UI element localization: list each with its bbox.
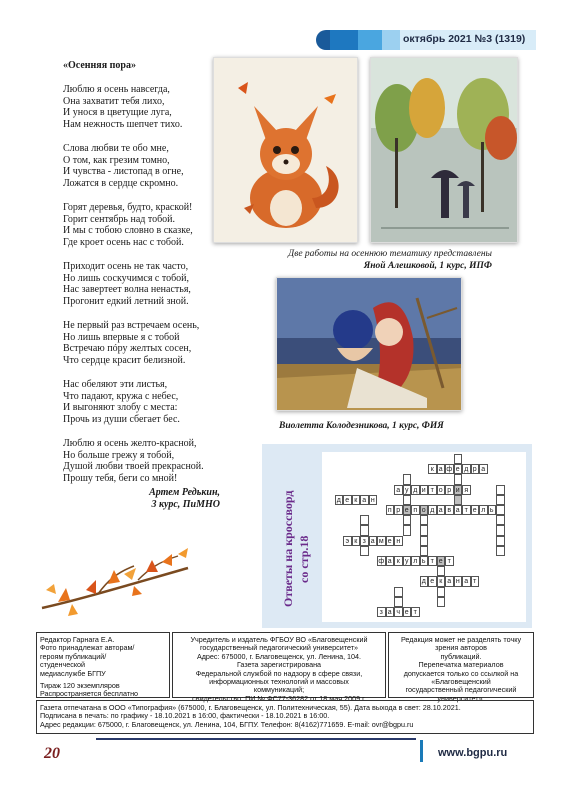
crossword-cell: а (437, 464, 446, 474)
crossword-cell: ь (420, 556, 429, 566)
crossword-cell: т (411, 607, 420, 617)
crossword-cell: е (403, 505, 412, 515)
poem-stanza: Люблю я осень навсегда, Она захватит тебя лихо, И унося в цветущие луга, Нам нежность шепчет тихо. (63, 83, 183, 131)
crossword-cell (454, 454, 463, 464)
crossword-cell: е (343, 495, 352, 505)
crossword-cell (437, 597, 446, 607)
author-info: 3 курс, ПиМНО (151, 499, 220, 510)
crossword-cell (420, 525, 429, 535)
crossword-cell: у (403, 485, 412, 495)
anime-drawing-image (277, 278, 462, 411)
crossword-cell: л (479, 505, 488, 515)
crossword-cell: э (343, 536, 352, 546)
founder-line: государственный педагогический университет» (199, 643, 359, 653)
crossword-cell: к (428, 464, 437, 474)
header-band-segment (316, 30, 330, 50)
page-number: 20 (44, 745, 60, 762)
artwork-drawing-frame (276, 277, 462, 411)
editor-info-box (36, 632, 170, 698)
poem-stanza: Приходит осень не так часто, Но лишь соскучимся с тобой, Нас завертеет волна ненастья, Прогонит едкий летний зной. (63, 260, 191, 308)
fox-painting-image (214, 58, 358, 243)
crossword-cell: е (437, 556, 446, 566)
print-line: Подписана в печать: по графику - 18.10.2021 в 16:00, фактически - 18.10.2021 в 16:00. (40, 711, 330, 721)
crossword-cell: к (352, 495, 361, 505)
crossword-cell: т (445, 556, 454, 566)
founder-line: Федеральной службой по надзору в сфере связи, (195, 668, 363, 678)
crossword-cell: е (454, 464, 463, 474)
crossword-cell (403, 474, 412, 484)
caption-1-line-2: Яной Алешковой, 1 курс, ИПФ (363, 261, 492, 271)
disclaimer-line: Перепечатка материалов (418, 660, 504, 670)
crossword-cell: и (454, 485, 463, 495)
crossword-cell: и (420, 485, 429, 495)
editor-line: медиаслужбе БГПУ (40, 668, 106, 678)
poem-stanza: Нас обеляют эти листья, Что падают, кружа с небес, И выгоняют злобу с места: Прочь из души сбегает бес. (63, 378, 180, 426)
artwork-caption-1 (252, 248, 492, 272)
crossword-cell (496, 485, 505, 495)
crossword-cell: а (454, 505, 463, 515)
poem-author (120, 487, 220, 511)
crossword-cell: а (462, 576, 471, 586)
crossword-grid (322, 452, 526, 622)
crossword-cell (420, 515, 429, 525)
disclaimer-box (388, 632, 534, 703)
founder-line: свидетельство: ПИ № ФС77-36282 от 18 мая 2009 г. (192, 693, 366, 703)
print-line: Газета отпечатана в ООО «Типография» (675000, г. Благовещенск, ул. Политехническая, 55). Дата выхода в свет: 28.10.2021. (40, 703, 461, 712)
disclaimer-line: зрения авторов (435, 643, 487, 653)
crossword-cell: д (420, 576, 429, 586)
founder-line: Газета зарегистрирована (236, 660, 322, 670)
crossword-cell: р (445, 485, 454, 495)
editor-line: Распространяется бесплатно (40, 689, 139, 699)
crossword-cell: о (437, 485, 446, 495)
crossword-cell (496, 525, 505, 535)
crossword-cell: а (437, 505, 446, 515)
crossword-cell (496, 505, 505, 515)
crossword-cell: к (437, 576, 446, 586)
crossword-cell: д (462, 464, 471, 474)
crossword-cell: о (420, 505, 429, 515)
editor-line: студенческой (40, 660, 86, 670)
print-line: Адрес редакции: 675000, г. Благовещенск, ул. Ленина, 104, БГПУ. Телефон: 8(4162)771659. E-mail: ovr@bgpu.ru (40, 719, 414, 729)
crossword-cell: ч (394, 607, 403, 617)
crossword-cell (360, 515, 369, 525)
crossword-cell (454, 474, 463, 484)
crossword-cell (496, 515, 505, 525)
crossword-cell (403, 495, 412, 505)
crossword-cell (496, 546, 505, 556)
crossword-cell: у (403, 556, 412, 566)
caption-1-line-1: Две работы на осеннюю тематику представлены (288, 249, 492, 259)
disclaimer-line: допускается только со ссылкой на (403, 668, 519, 678)
header-band-segment (382, 30, 400, 50)
crossword-cell: а (445, 576, 454, 586)
poem-stanza: Не первый раз встречаем осень, Но лишь впервые я с тобой Встречаю пóру желтых сосен, Что сердце красит белизной. (63, 319, 200, 367)
crossword-cell: т (428, 556, 437, 566)
crossword-cell: к (394, 556, 403, 566)
crossword-cell: т (462, 505, 471, 515)
crossword-cell: з (360, 536, 369, 546)
crossword-cell: ф (446, 466, 453, 474)
disclaimer-line: Редакция может не разделять точку (400, 635, 522, 644)
crossword-cell (403, 525, 412, 535)
crossword-title (276, 455, 316, 615)
crossword-cell: н (454, 576, 463, 586)
crossword-cell (394, 597, 403, 607)
crossword-cell: а (369, 536, 378, 546)
editor-line: Фото принадлежат авторам/ (40, 643, 135, 653)
disclaimer-line: публикаций. (440, 651, 482, 661)
crossword-cell: к (352, 536, 361, 546)
poem-stanza: Горят деревья, будто, краской! Горит сентябрь над тобой. И мы с тобою словно в сказке, Где кроет осень нас с тобой. (63, 201, 193, 249)
crossword-cell (420, 546, 429, 556)
header-band-segment (330, 30, 358, 50)
crossword-cell: д (428, 505, 437, 515)
crossword-cell: е (386, 536, 395, 546)
print-info-box (36, 700, 534, 734)
site-link[interactable]: www.bgpu.ru (438, 747, 508, 759)
crossword-cell (437, 566, 446, 576)
poem-stanza: Люблю я осень желто-красной, Но больше грежу я тобой, Душой любви твоей прекрасной. Прошу тебя, беги со мной! (63, 437, 204, 485)
crossword-cell: з (377, 607, 386, 617)
crossword-title-line-2: со стр.18 (297, 535, 311, 583)
editor-line: героям публикаций/ (40, 651, 107, 661)
crossword-cell: р (471, 464, 480, 474)
crossword-cell (437, 587, 446, 597)
crossword-cell: т (428, 485, 437, 495)
autumn-branch-illustration (38, 540, 198, 620)
crossword-cell: е (471, 505, 480, 515)
author-name: Артем Редькин, (149, 487, 220, 498)
crossword-cell: т (471, 576, 480, 586)
crossword-cell: а (386, 607, 395, 617)
editor-line: Редактор Гарнага Е.А. (40, 635, 115, 644)
crossword-cell: а (479, 464, 488, 474)
crossword-cell: м (378, 537, 384, 545)
crossword-cell: л (411, 556, 420, 566)
crossword-title-line-1: Ответы на кроссворд (281, 490, 295, 607)
crossword-cell: я (462, 485, 471, 495)
artwork-fox-frame (213, 57, 358, 243)
founder-info-box (172, 632, 386, 703)
founder-line: Учредитель и издатель ФГБОУ ВО «Благовещенский (190, 635, 368, 644)
crossword-cell: р (394, 505, 403, 515)
crossword-cell: п (386, 505, 395, 515)
crossword-cell: а (360, 495, 369, 505)
crossword-cell: н (394, 536, 403, 546)
artwork-rainy-street-frame (370, 57, 518, 243)
crossword-cell: ф (378, 558, 385, 565)
disclaimer-line: университет». (437, 693, 485, 703)
crossword-cell: а (386, 556, 395, 566)
crossword-cell (420, 536, 429, 546)
crossword-cell: н (369, 495, 378, 505)
founder-line: Адрес: 675000, г. Благовещенск, ул. Ленина, 104. (196, 651, 362, 661)
footer-rule (96, 738, 416, 740)
poem-title: «Осенняя пора» (63, 60, 136, 71)
editor-line: Тираж 120 экземпляров (40, 681, 120, 691)
crossword-cell: в (445, 505, 454, 515)
crossword-cell (496, 536, 505, 546)
crossword-cell: ь (488, 505, 497, 515)
founder-line: коммуникаций; (253, 685, 305, 695)
crossword-cell (454, 495, 463, 505)
footer-accent-bar (420, 740, 423, 762)
crossword-cell: д (335, 495, 344, 505)
artwork-caption-2: Виолетта Колодезникова, 1 курс, ФИЯ (279, 421, 444, 431)
disclaimer-line: «Благовещенский (431, 677, 491, 687)
rainy-street-painting-image (371, 58, 518, 243)
crossword-cell: п (411, 505, 420, 515)
issue-label: октябрь 2021 №3 (1319) (403, 33, 526, 45)
poem-stanza: Слова любви те обо мне, О том, как грезим томно, И чувства - листопад в огне, Ложатся в сердце скромно. (63, 142, 184, 190)
founder-line: информационных технологий и массовых (209, 677, 349, 687)
crossword-cell: д (411, 485, 420, 495)
crossword-cell (394, 587, 403, 597)
disclaimer-line: государственный педагогический (405, 685, 517, 695)
crossword-cell: е (428, 576, 437, 586)
header-band-segment (358, 30, 382, 50)
crossword-cell (403, 515, 412, 525)
crossword-cell: а (394, 485, 403, 495)
crossword-cell (360, 525, 369, 535)
crossword-cell: е (403, 607, 412, 617)
crossword-cell (360, 546, 369, 556)
crossword-cell (496, 495, 505, 505)
